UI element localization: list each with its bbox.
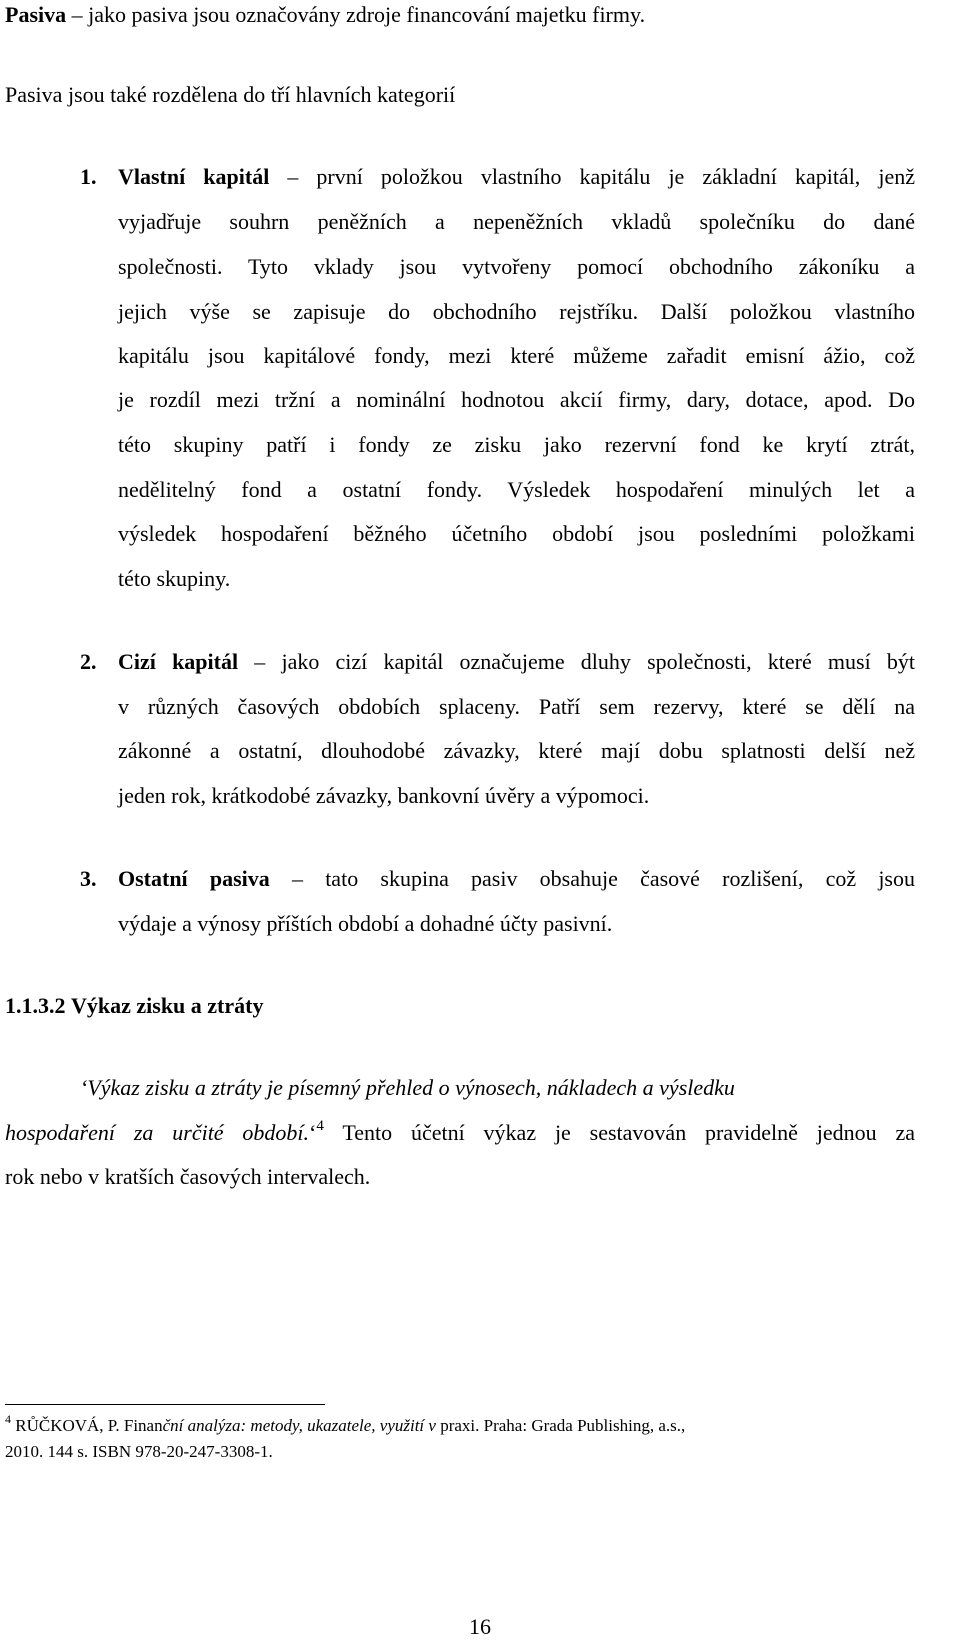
item-line: Vlastní kapitál – první položkou vlastního kapitálu je základní kapitál, jenž: [118, 164, 915, 189]
footnote-divider: [5, 1404, 325, 1405]
item-line: výdaje a výnosy příštích období a dohadné účty pasivní.: [118, 911, 613, 936]
item-line: je rozdíl mezi tržní a nominální hodnotou akcií firmy, dary, dotace, apod. Do: [118, 387, 915, 412]
item-number: 2.: [80, 649, 97, 674]
item-line: výsledek hospodaření běžného účetního období jsou posledními položkami: [118, 521, 915, 546]
footnote: $^4$ RŮČKOVÁ, P. Finanční analýza: metody, ukazatele, využití v praxi. Praha: Grada Publishing, a.s.,: [5, 1412, 686, 1435]
item-line: nedělitelný fond a ostatní fondy. Výsledek hospodaření minulých let a: [118, 477, 915, 502]
item-term: Ostatní pasiva: [118, 866, 270, 891]
pasiva-term: Pasiva: [5, 2, 67, 27]
quote-line-2: hospodaření za určité období.‘$^4$ Tento účetní výkaz je sestavován pravidelně jednou za: [5, 1118, 915, 1145]
quote-italic: hospodaření za určité období.: [5, 1120, 310, 1145]
item-term: Cizí kapitál: [118, 649, 239, 674]
page-number: 16: [469, 1614, 491, 1639]
section-number: 1.1.3.2: [5, 993, 66, 1018]
item-line: v různých časových obdobích splaceny. Patří sem rezervy, které se dělí na: [118, 694, 915, 719]
pasiva-definition: [5, 4, 645, 26]
item-number: 3.: [80, 866, 97, 891]
pasiva-definition-text: – jako pasiva jsou označovány zdroje financování majetku firmy.: [66, 2, 646, 27]
quote-line-3: rok nebo v kratších časových intervalech.: [5, 1164, 371, 1189]
item-line: kapitálu jsou kapitálové fondy, mezi které můžeme zařadit emisní ážio, což: [118, 343, 915, 368]
footnote-number: 4: [5, 1412, 11, 1426]
quote-line-1: ‘Výkaz zisku a ztráty je písemný přehled o výnosech, nákladech a výsledku: [80, 1075, 735, 1100]
item-line: jeden rok, krátkodobé závazky, bankovní úvěry a výpomoci.: [118, 783, 650, 808]
item-line: Cizí kapitál – jako cizí kapitál označujeme dluhy společnosti, které musí být: [118, 649, 915, 674]
item-line: této skupiny.: [118, 566, 231, 591]
section-title: Výkaz zisku a ztráty: [71, 993, 264, 1018]
item-line: této skupiny patří i fondy ze zisku jako rezervní fond ke krytí ztrát,: [118, 432, 915, 457]
item-line: Ostatní pasiva – tato skupina pasiv obsahuje časové rozlišení, což jsou: [118, 866, 915, 891]
footnote-line-2: 2010. 144 s. ISBN 978-20-247-3308-1.: [5, 1442, 273, 1461]
item-line: jejich výše se zapisuje do obchodního rejstříku. Další položkou vlastního: [118, 299, 915, 324]
item-number: 1.: [80, 164, 97, 189]
item-line: společnosti. Tyto vklady jsou vytvořeny pomocí obchodního zákoníku a: [118, 254, 915, 279]
item-term: Vlastní kapitál: [118, 164, 270, 189]
item-line: zákonné a ostatní, dlouhodobé závazky, které mají dobu splatnosti delší než: [118, 738, 915, 763]
categories-intro: Pasiva jsou také rozdělena do tří hlavních kategorií: [5, 82, 456, 107]
item-line: vyjadřuje souhrn peněžních a nepeněžních vkladů společníku do dané: [118, 209, 915, 234]
footnote-ref[interactable]: 4: [316, 1118, 324, 1134]
section-heading: [5, 995, 263, 1017]
